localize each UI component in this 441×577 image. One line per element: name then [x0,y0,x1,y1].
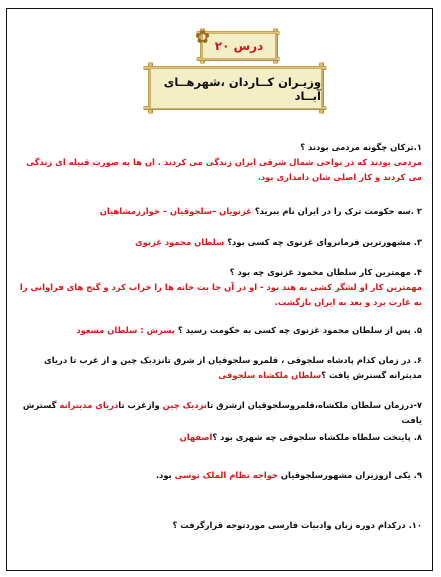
question-item-5 [14,323,422,338]
question-item-9 [14,468,422,483]
question-text: ۵. پس از سلطان محمود غزنوی چه کسی به حکومت رسید ؟ [177,325,422,335]
question-item-4 [14,265,422,310]
question-item-3 [14,235,422,250]
answer-text: غزنویان –سلجوقیان – خوارزمشاهیان [99,206,252,216]
answer-text-2: دریای مدیترانه [59,400,119,410]
answer-text: اصفهان [179,432,213,442]
maple-leaf-icon: ✿ [195,27,211,48]
question-item-8 [14,430,422,445]
answer-text: پسرش : سلطان مسعود [76,325,175,335]
answer-text: سلطان محمود غزنوی [134,237,225,247]
lesson-badge [202,33,276,59]
question-item-6 [14,353,422,383]
answer-text: مردمی بودند که در نواحی شمال شرقی ایران زندگی می کردند . ان ها به صورت قبیله ای زندگی می کردند و کار اصلی شان دامداری بود. [26,157,422,182]
question-text: ۱۰. درکدام دوره زبان وادبیات فارسی موردتوجه قرارگرفت ؟ [172,520,422,530]
question-item-7 [14,398,422,428]
question-text-mid: وازغرب تا [118,400,163,410]
question-text: ۱.ترکان چگونه مردمی بودند ؟ [300,142,422,152]
question-text: ۴. مهمترین کار سلطان محمود غزنوی چه بود ؟ [229,267,422,277]
answer-text: نزدیک چین [162,400,207,410]
question-text: ۳. مشهورترین فرمانروای غزنوی چه کسی بود؟ [227,237,422,247]
question-text: ۲ .سه حکومت ترک را در ایران نام ببرید؟ [254,206,422,216]
answer-text: خواجه نظام الملک توسی [174,470,278,480]
question-item-1 [14,140,422,185]
page-title: وزیـران کــاردان ،شهرهــای آبــاد [163,74,321,103]
answer-text: مهمترین کار او لشگر کشی به هند بود - او در آن جا بت خانه ها را خراب کرد و گنج های فراوانی را به غارت برد و بعد به ایران بازگشت. [19,282,422,307]
question-tail: بود. [155,470,175,480]
question-text: ۶. در زمان کدام پادشاه سلجوقی ، قلمرو سلجوقیان از شرق تانزدیک چین و از غرب تا دریای مدیترانه گسترش یافت ؟ [44,355,422,380]
answer-text: سلطان ملکشاه سلجوقی [218,370,322,380]
question-text: ۷-درزمان سلطان ملکشاه،قلمروسلجوقیان ازشرق تا [206,400,422,410]
title-box [150,68,322,109]
question-item-2 [14,204,422,219]
question-item-10 [14,518,422,533]
question-text-end: گسترش یافت [22,400,422,425]
lesson-number: درس ۲۰ [214,39,264,53]
question-text: ۸. پایتخت سلطاه ملکشاه سلجوقی چه شهری بود ؟ [212,432,422,442]
question-text: ۹. یکی ازوزیران مشهورسلجوقیان [280,470,422,480]
